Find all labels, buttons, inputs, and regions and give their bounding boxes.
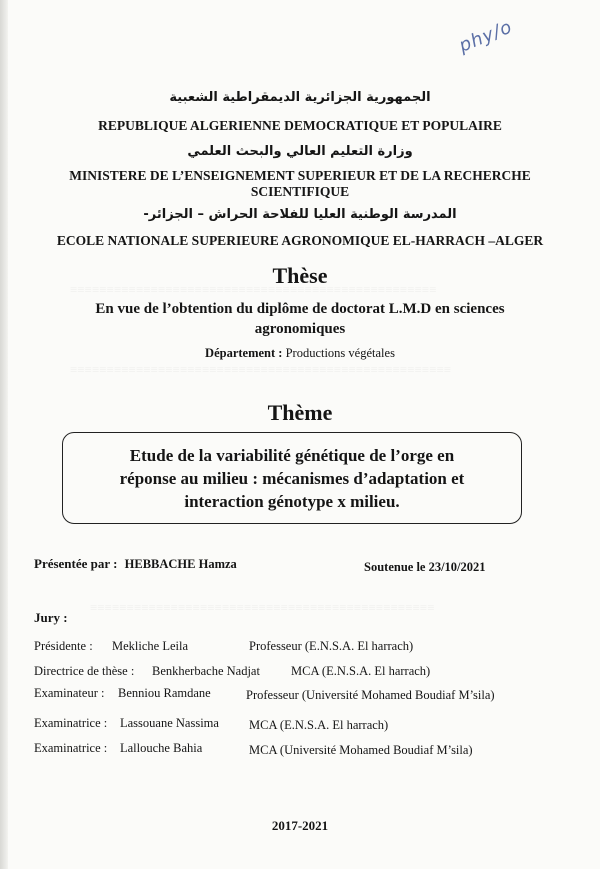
jury-label: Jury : <box>34 610 68 625</box>
presenter <box>34 556 237 572</box>
theme-title: Thème <box>267 400 333 425</box>
jury-member-name: Lallouche Bahia <box>120 741 203 755</box>
jury-member-name: Lassouane Nassima <box>120 716 219 730</box>
bleed-through-texture: ≡≡≡≡≡≡≡≡≡≡≡≡≡≡≡≡≡≡≡≡≡≡≡≡≡≡≡≡≡≡≡≡≡≡≡≡≡≡≡≡≡≡≡≡≡≡≡≡≡≡≡≡ <box>70 362 452 377</box>
arabic-republic-name: الجمهورية الجزائرية الديمقراطية الشعبية <box>169 90 431 105</box>
defense-date: Soutenue le 23/10/2021 <box>364 560 486 574</box>
these-subtitle-line2: agronomiques <box>254 321 346 337</box>
bleed-through-texture: ≡≡≡≡≡≡≡≡≡≡≡≡≡≡≡≡≡≡≡≡≡≡≡≡≡≡≡≡≡≡≡≡≡≡≡≡≡≡≡≡≡≡≡≡≡≡≡ <box>90 600 435 615</box>
department <box>0 346 600 361</box>
theme-line3: interaction génotype x milieu. <box>184 491 400 511</box>
jury-member-role: Examinateur : <box>34 686 105 700</box>
theme-line2: réponse au milieu : mécanismes d’adaptation et <box>119 468 465 488</box>
jury-member-name: Mekliche Leila <box>112 639 189 653</box>
these-subtitle-line1: En vue de l’obtention du diplôme de doctorat L.M.D en sciences <box>95 301 505 317</box>
jury-member-role: Examinatrice : <box>34 741 108 755</box>
jury-member-title: Professeur (E.N.S.A. El harrach) <box>249 639 414 653</box>
ministry-name-line1: MINISTERE DE L’ENSEIGNEMENT SUPERIEUR ET DE LA RECHERCHE <box>69 168 531 183</box>
theme-box <box>62 432 522 524</box>
jury-member-name: Benniou Ramdane <box>118 686 211 700</box>
handwritten-note: phy/o <box>456 16 516 57</box>
these-title: Thèse <box>272 263 328 288</box>
presenter-label: Présentée par : <box>34 556 118 571</box>
jury-member-title: Professeur (Université Mohamed Boudiaf M’sila) <box>246 688 495 702</box>
jury-member-role: Examinatrice : <box>34 716 108 730</box>
jury-member-role: Présidente : <box>34 639 93 653</box>
theme-line1: Etude de la variabilité génétique de l’orge en <box>129 445 455 465</box>
school-name: ECOLE NATIONALE SUPERIEURE AGRONOMIQUE EL-HARRACH –ALGER <box>56 233 544 248</box>
department-value: Productions végétales <box>285 346 395 360</box>
republic-name: REPUBLIQUE ALGERIENNE DEMOCRATIQUE ET POPULAIRE <box>98 118 502 133</box>
department-label: Département : <box>205 346 283 360</box>
presenter-name: HEBBACHE Hamza <box>124 557 237 571</box>
arabic-school-name: المدرسة الوطنية العليا للفلاحة الحراش – الجزائر- <box>143 207 457 222</box>
bleed-through-texture: ≡≡≡≡≡≡≡≡≡≡≡≡≡≡≡≡≡≡≡≡≡≡≡≡≡≡≡≡≡≡≡≡≡≡≡≡≡≡≡≡≡≡≡≡≡≡≡≡≡≡ <box>70 282 437 297</box>
arabic-ministry-name: وزارة التعليم العالي والبحث العلمي <box>187 144 413 159</box>
jury-member-role: Directrice de thèse : <box>34 664 135 678</box>
thesis-years: 2017-2021 <box>271 818 329 833</box>
jury-member-title: MCA (Université Mohamed Boudiaf M’sila) <box>249 743 473 757</box>
jury-member-title: MCA (E.N.S.A. El harrach) <box>249 718 389 732</box>
jury-member-name: Benkherbache Nadjat <box>152 664 260 678</box>
ministry-name-line2: SCIENTIFIQUE <box>250 184 350 199</box>
jury-member-title: MCA (E.N.S.A. El harrach) <box>291 664 431 678</box>
